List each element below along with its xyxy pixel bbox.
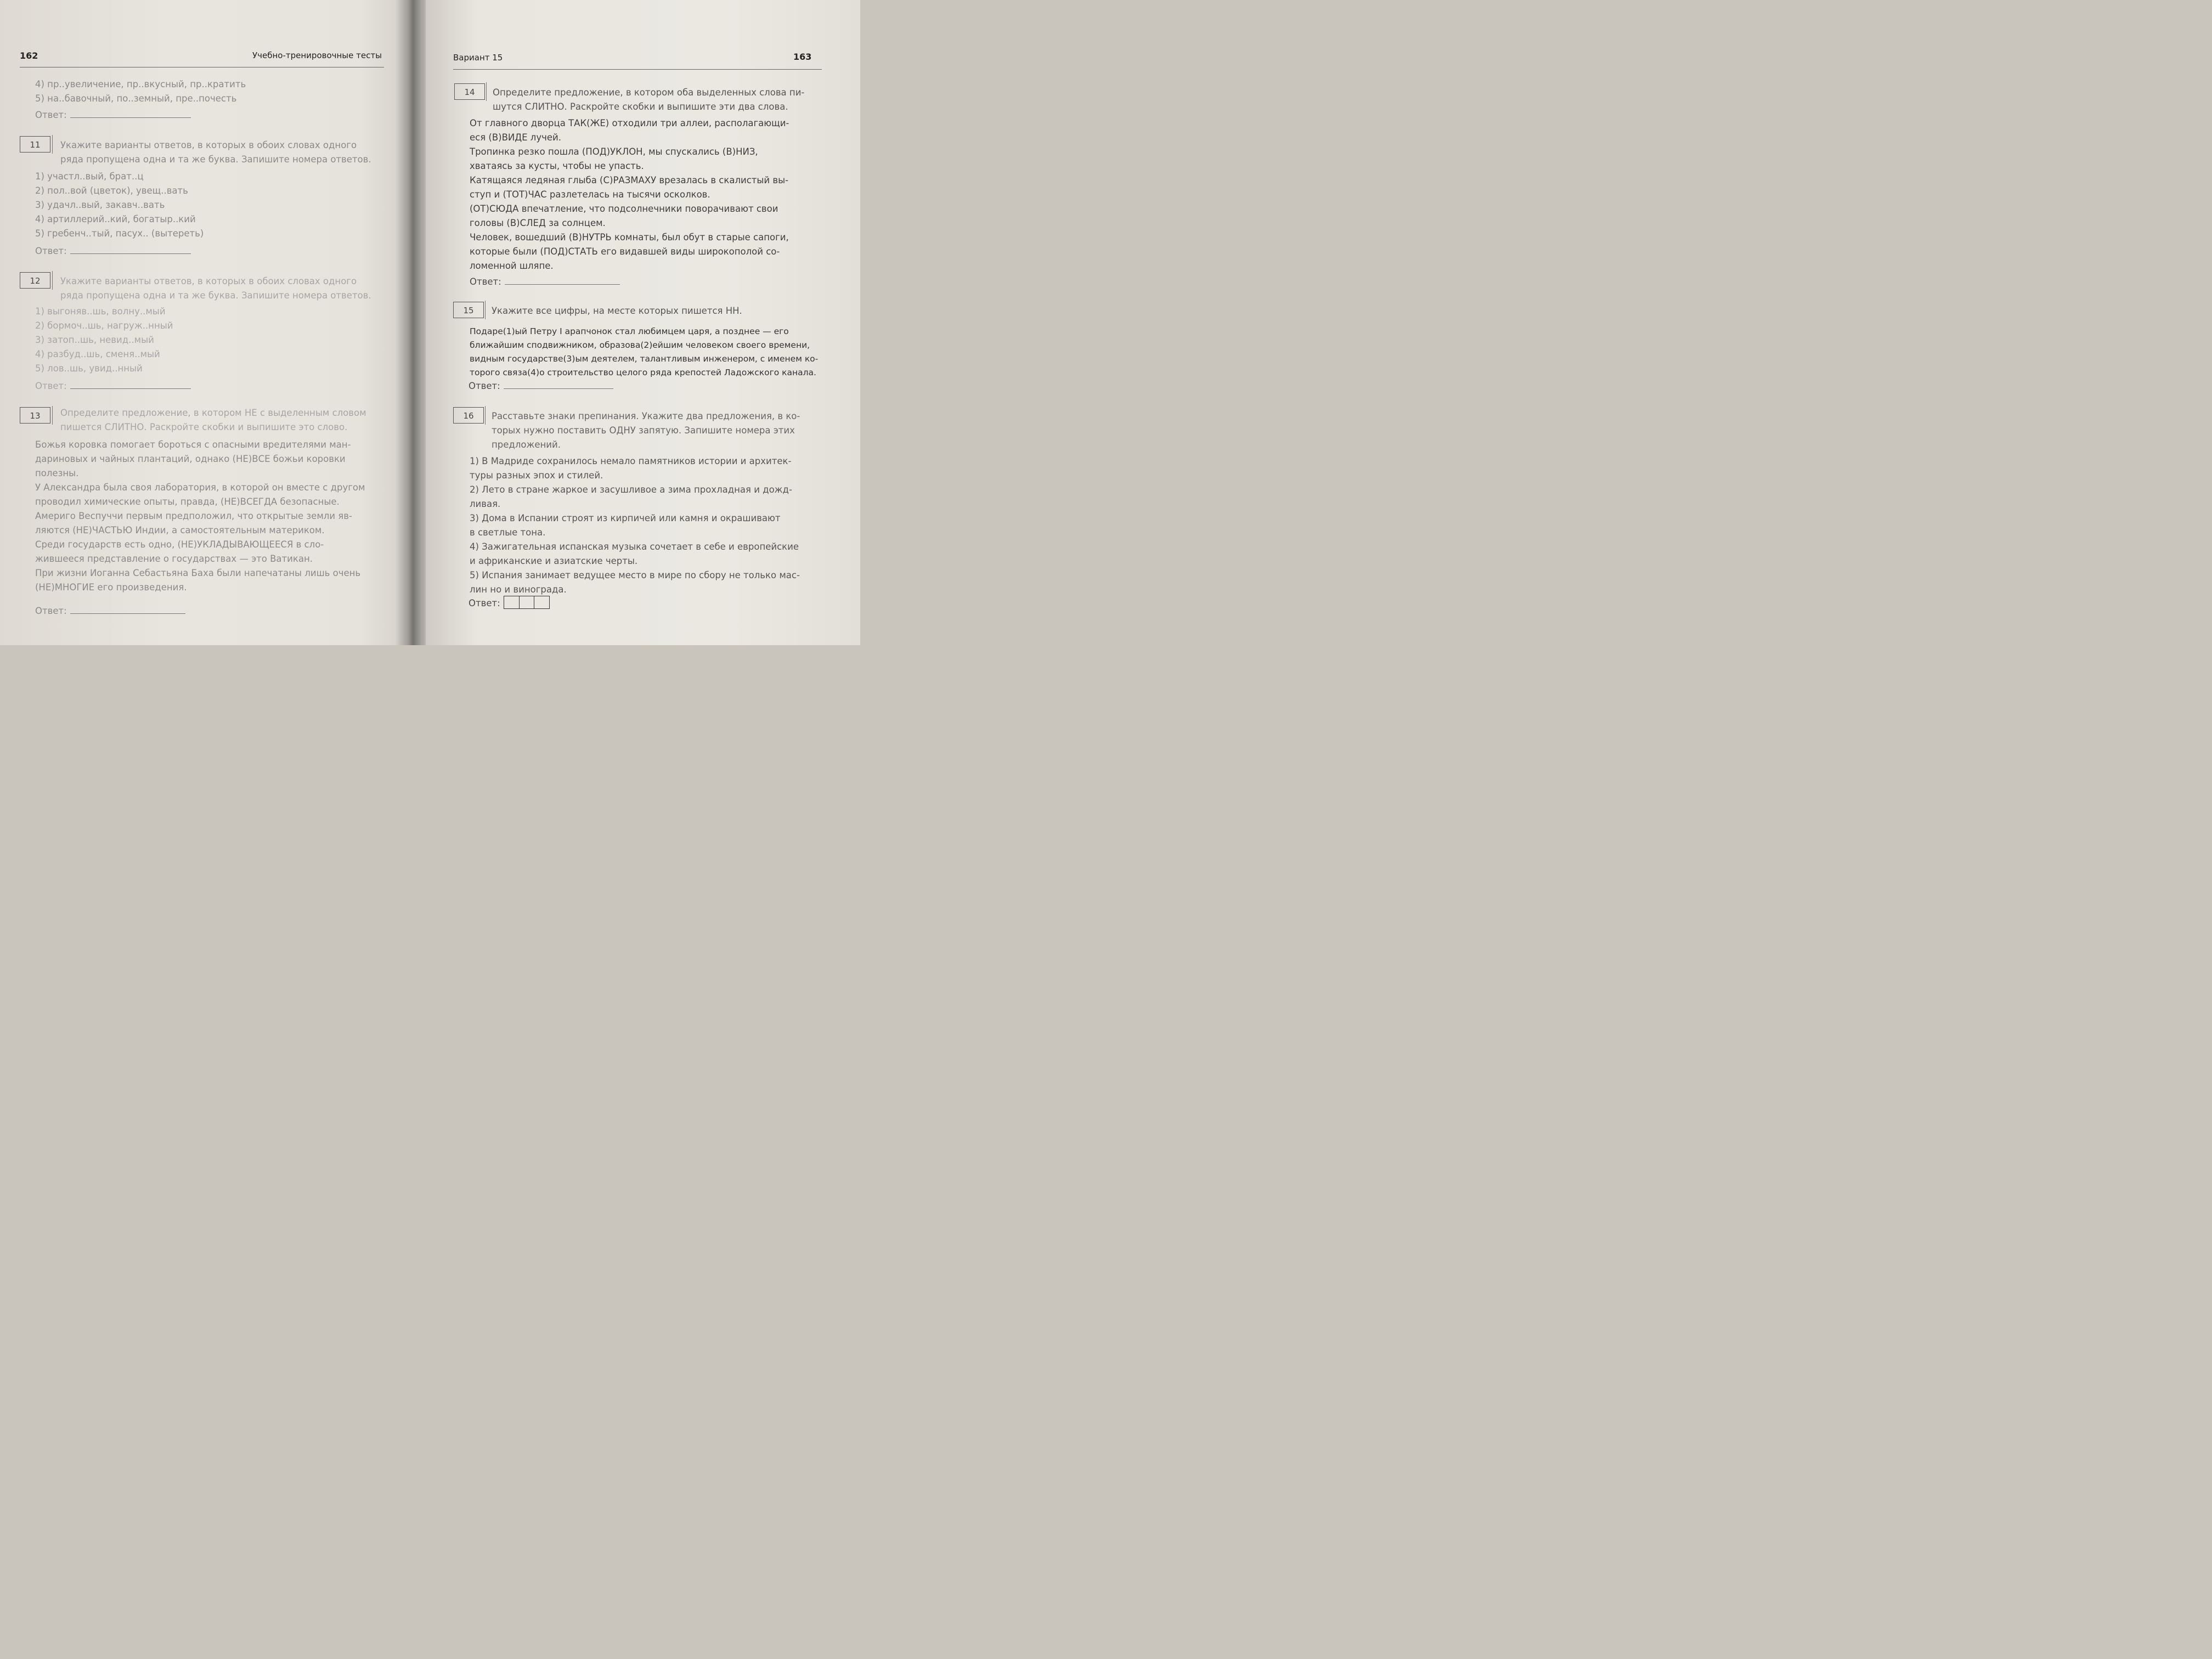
option-item: ливая. xyxy=(470,499,501,509)
text-line: ближайшим сподвижником, образова(2)ейшим человеком своего времени, xyxy=(470,340,810,350)
text-line: Божья коровка помогает бороться с опасными вредителями ман- xyxy=(35,439,351,450)
answer-label: Ответ: xyxy=(469,598,500,608)
option-list xyxy=(470,454,800,597)
answer-label: Ответ: xyxy=(469,381,500,391)
answer-label: Ответ: xyxy=(35,110,67,120)
header-rule xyxy=(453,69,822,70)
answer-field[interactable] xyxy=(35,110,191,120)
passage xyxy=(470,325,818,380)
option-item: 1) участл..вый, брат..ц xyxy=(35,171,144,182)
question-prompt: Укажите варианты ответов, в которых в обоих словах одного ряда пропущена одна и та же буква. Запишите номера ответов. xyxy=(60,140,371,165)
divider xyxy=(52,135,53,154)
option-item: и африканские и азиатские черты. xyxy=(470,556,638,566)
option-item: 5) на..бавочный, по..земный, пре..почесть xyxy=(35,93,237,104)
text-line: Подаре(1)ый Петру I арапчонок стал любимцем царя, а позднее — его xyxy=(470,326,789,336)
divider xyxy=(52,271,53,290)
question-prompt: Укажите варианты ответов, в которых в обоих словах одного ряда пропущена одна и та же буква. Запишите номера ответов. xyxy=(60,276,371,301)
text-line: Человек, вошедший (В)НУТРЬ комнаты, был обут в старые сапоги, xyxy=(470,232,789,242)
running-header: Вариант 15 xyxy=(453,53,503,63)
question-number-box: 14 xyxy=(454,83,485,100)
text-line: (ОТ)СЮДА впечатление, что подсолнечники поворачивают свои xyxy=(470,204,778,214)
answer-field[interactable] xyxy=(469,381,613,391)
option-item: 2) бормоч..шь, нагруж..нный xyxy=(35,320,173,331)
option-item: туры разных эпох и стилей. xyxy=(470,470,603,481)
question-prompt: Определите предложение, в котором НЕ с выделенным словом пишется СЛИТНО. Раскройте скобки и выпишите это слово. xyxy=(60,408,366,432)
question-prompt: Укажите все цифры, на месте которых пишется НН. xyxy=(492,306,742,316)
option-item: 2) пол..вой (цветок), увещ..вать xyxy=(35,185,188,196)
divider xyxy=(52,406,53,425)
book-gutter xyxy=(395,0,428,645)
text-line: торого связа(4)о строительство целого ряда крепостей Ладожского канала. xyxy=(470,368,816,377)
sentence-list xyxy=(35,438,365,595)
text-line: От главного дворца ТАК(ЖЕ) отходили три аллеи, располагающи- xyxy=(470,118,789,128)
question-number-box: 16 xyxy=(453,407,484,424)
option-item: 5) гребенч..тый, пасух.. (вытереть) xyxy=(35,228,204,239)
text-line: видным государстве(3)ым деятелем, талантливым инженером, с именем ко- xyxy=(470,354,819,364)
answer-field[interactable] xyxy=(470,276,620,287)
option-item: 3) затоп..шь, невид..мый xyxy=(35,335,154,345)
text-line: ломенной шляпе. xyxy=(470,261,554,271)
answer-field[interactable] xyxy=(35,606,185,616)
text-line: дариновых и чайных плантаций, однако (НЕ)ВСЕ божьи коровки xyxy=(35,454,346,464)
question-number-box: 15 xyxy=(453,302,484,318)
option-item: 5) лов..шь, увид..нный xyxy=(35,363,143,374)
option-item: 4) Зажигательная испанская музыка сочетает в себе и европейские xyxy=(470,541,799,552)
option-item: 4) пр..увеличение, пр..вкусный, пр..кратить xyxy=(35,79,246,89)
option-item: в светлые тона. xyxy=(470,527,546,538)
text-line: жившееся представление о государствах — это Ватикан. xyxy=(35,554,313,564)
answer-field[interactable] xyxy=(35,381,191,391)
running-header: Учебно-тренировочные тесты xyxy=(252,50,382,60)
text-line: Среди государств есть одно, (НЕ)УКЛАДЫВАЮЩЕЕСЯ в сло- xyxy=(35,539,324,550)
divider xyxy=(486,82,487,101)
question-prompt: Расставьте знаки препинания. Укажите два предложения, в ко- торых нужно поставить ОДНУ запятую. Запишите номера этих предложений. xyxy=(492,411,800,450)
question-number-box: 13 xyxy=(20,407,50,424)
divider xyxy=(485,301,486,319)
question-number-box: 11 xyxy=(20,136,50,153)
answer-label: Ответ: xyxy=(35,606,67,616)
text-line: головы (В)СЛЕД за солнцем. xyxy=(470,218,606,228)
divider xyxy=(485,406,486,425)
text-line: полезны. xyxy=(35,468,79,478)
option-item: 5) Испания занимает ведущее место в мире по сбору не только мас- xyxy=(470,570,800,580)
option-item: 4) разбуд..шь, сменя..мый xyxy=(35,349,160,359)
left-page xyxy=(0,0,422,645)
right-page xyxy=(426,0,860,645)
text-line: которые были (ПОД)СТАТЬ его видавшей виды широкополой со- xyxy=(470,246,780,257)
answer-field[interactable] xyxy=(35,246,191,256)
answer-label: Ответ: xyxy=(470,276,501,287)
answer-boxes[interactable] xyxy=(504,596,550,609)
answer-label: Ответ: xyxy=(35,246,67,256)
text-line: хватаясь за кусты, чтобы не упасть. xyxy=(470,161,644,171)
text-line: У Александра была своя лаборатория, в которой он вместе с другом xyxy=(35,482,365,493)
option-item: лин но и винограда. xyxy=(470,584,567,595)
option-item: 1) выгоняв..шь, волну..мый xyxy=(35,306,166,317)
text-line: При жизни Иоганна Себастьяна Баха были напечатаны лишь очень xyxy=(35,568,361,578)
question-prompt: Определите предложение, в котором оба выделенных слова пи- шутся СЛИТНО. Раскройте скобки и выпишите эти два слова. xyxy=(493,87,805,112)
answer-label: Ответ: xyxy=(35,381,67,391)
sentence-list xyxy=(470,116,789,273)
option-item: 1) В Мадриде сохранилось немало памятников истории и архитек- xyxy=(470,456,792,466)
option-item: 3) удачл..вый, закавч..вать xyxy=(35,200,165,210)
page-number: 163 xyxy=(793,52,812,62)
text-line: еся (В)ВИДЕ лучей. xyxy=(470,132,561,143)
option-item: 3) Дома в Испании строят из кирпичей или камня и окрашивают xyxy=(470,513,781,523)
text-line: проводил химические опыты, правда, (НЕ)ВСЕГДА безопасные. xyxy=(35,496,340,507)
text-line: Катящаяся ледяная глыба (С)РАЗМАХУ врезалась в скалистый вы- xyxy=(470,175,789,185)
text-line: ляются (НЕ)ЧАСТЬЮ Индии, а самостоятельным материком. xyxy=(35,525,325,535)
text-line: (НЕ)МНОГИЕ его произведения. xyxy=(35,582,187,592)
option-item: 4) артиллерий..кий, богатыр..кий xyxy=(35,214,196,224)
page-number: 162 xyxy=(20,50,38,61)
text-line: Америго Веспуччи первым предположил, что открытые земли яв- xyxy=(35,511,352,521)
question-number-box: 12 xyxy=(20,272,50,289)
option-item: 2) Лето в стране жаркое и засушливое а зима прохладная и дожд- xyxy=(470,484,792,495)
text-line: Тропинка резко пошла (ПОД)УКЛОН, мы спускались (В)НИЗ, xyxy=(470,146,758,157)
text-line: ступ и (ТОТ)ЧАС разлетелась на тысячи осколков. xyxy=(470,189,710,200)
